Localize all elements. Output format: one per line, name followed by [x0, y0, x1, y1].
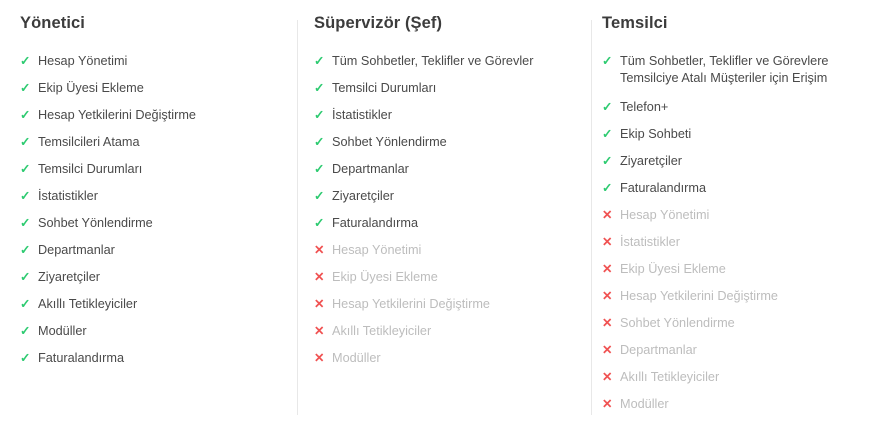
role-column-title: Yönetici: [20, 14, 85, 32]
cross-icon: ✕: [602, 289, 613, 303]
permission-row: [20, 269, 272, 286]
permission-row: [20, 188, 272, 205]
permission-row: [20, 53, 272, 70]
permission-row: [602, 315, 851, 332]
permission-row: [602, 153, 851, 170]
cross-icon: ✕: [602, 370, 613, 384]
check-icon: ✓: [20, 189, 31, 203]
permission-label: Ziyaretçiler: [38, 270, 101, 284]
permission-label: İstatistikler: [38, 189, 98, 203]
permission-label: İstatistikler: [332, 108, 392, 122]
permission-label: Hesap Yönetimi: [620, 208, 710, 222]
permission-row: [602, 53, 851, 87]
check-icon: ✓: [314, 81, 325, 95]
permission-label: Temsilci Durumları: [332, 81, 437, 95]
permission-row: [314, 53, 566, 70]
cross-icon: ✕: [314, 351, 325, 365]
role-column-1: [298, 14, 592, 423]
permission-row: [602, 396, 851, 413]
permission-label: Departmanlar: [332, 162, 409, 176]
permission-label: Ekip Üyesi Ekleme: [620, 262, 726, 276]
check-icon: ✓: [314, 135, 325, 149]
check-icon: ✓: [20, 270, 31, 284]
permission-row: [20, 296, 272, 313]
role-column-title: Temsilci: [602, 14, 668, 32]
permission-row: [314, 350, 566, 367]
cross-icon: ✕: [314, 270, 325, 284]
permission-label: Temsilcileri Atama: [38, 135, 140, 149]
permission-row: [314, 242, 566, 259]
role-column-0: [0, 14, 298, 423]
permission-label: Akıllı Tetikleyiciler: [332, 324, 432, 338]
permission-row: [602, 369, 851, 386]
permission-label: Faturalandırma: [38, 351, 125, 365]
check-icon: ✓: [20, 351, 31, 365]
permission-label: Modüller: [332, 351, 381, 365]
cross-icon: ✕: [314, 324, 325, 338]
permission-label: Akıllı Tetikleyiciler: [620, 370, 720, 384]
check-icon: ✓: [602, 127, 613, 141]
cross-icon: ✕: [314, 243, 325, 257]
permission-label: Hesap Yetkilerini Değiştirme: [332, 297, 490, 311]
permission-row: [602, 342, 851, 359]
permission-row: [20, 161, 272, 178]
permission-label: Modüller: [620, 397, 669, 411]
check-icon: ✓: [20, 135, 31, 149]
permission-row: [602, 126, 851, 143]
permission-label: Hesap Yetkilerini Değiştirme: [620, 289, 778, 303]
cross-icon: ✕: [602, 208, 613, 222]
permission-label: Faturalandırma: [620, 181, 707, 195]
check-icon: ✓: [314, 216, 325, 230]
check-icon: ✓: [20, 297, 31, 311]
cross-icon: ✕: [602, 397, 613, 411]
check-icon: ✓: [20, 324, 31, 338]
permission-label: Sohbet Yönlendirme: [620, 316, 735, 330]
permission-list: [20, 53, 272, 367]
check-icon: ✓: [314, 189, 325, 203]
permission-row: [602, 261, 851, 278]
permission-row: [20, 323, 272, 340]
permission-row: [602, 288, 851, 305]
permission-row: [602, 180, 851, 197]
permission-row: [602, 207, 851, 224]
check-icon: ✓: [20, 81, 31, 95]
cross-icon: ✕: [602, 316, 613, 330]
permission-row: [20, 80, 272, 97]
cross-icon: ✕: [602, 262, 613, 276]
check-icon: ✓: [602, 181, 613, 195]
permission-row: [314, 80, 566, 97]
permission-label: İstatistikler: [620, 235, 680, 249]
permission-row: [20, 215, 272, 232]
permission-label: Faturalandırma: [332, 216, 419, 230]
check-icon: ✓: [20, 162, 31, 176]
permission-label: Ziyaretçiler: [332, 189, 395, 203]
check-icon: ✓: [20, 243, 31, 257]
permission-label: Ekip Sohbeti: [620, 127, 692, 141]
permission-row: [314, 323, 566, 340]
permission-label: Sohbet Yönlendirme: [38, 216, 153, 230]
permission-label: Hesap Yetkilerini Değiştirme: [38, 108, 196, 122]
permission-row: [20, 242, 272, 259]
check-icon: ✓: [314, 54, 325, 68]
check-icon: ✓: [602, 154, 613, 168]
check-icon: ✓: [314, 162, 325, 176]
permission-label: Temsilci Durumları: [38, 162, 143, 176]
permission-label: Ekip Üyesi Ekleme: [332, 270, 438, 284]
permission-row: [314, 188, 566, 205]
cross-icon: ✕: [602, 343, 613, 357]
permission-label: Tüm Sohbetler, Teklifler ve Görevlere Temsilciye Atalı Müşteriler için Erişim: [620, 54, 829, 85]
permission-label: Ekip Üyesi Ekleme: [38, 81, 144, 95]
role-column-title: Süpervizör (Şef): [314, 14, 443, 32]
permission-label: Sohbet Yönlendirme: [332, 135, 447, 149]
role-column-2: [592, 14, 877, 423]
cross-icon: ✕: [314, 297, 325, 311]
permission-row: [314, 215, 566, 232]
cross-icon: ✕: [602, 235, 613, 249]
check-icon: ✓: [602, 100, 613, 114]
permission-label: Akıllı Tetikleyiciler: [38, 297, 138, 311]
permission-row: [314, 107, 566, 124]
check-icon: ✓: [602, 54, 613, 68]
permission-row: [314, 296, 566, 313]
check-icon: ✓: [20, 54, 31, 68]
permission-list: [602, 53, 851, 413]
permission-label: Tüm Sohbetler, Teklifler ve Görevler: [332, 54, 534, 68]
permission-label: Hesap Yönetimi: [332, 243, 422, 257]
permission-row: [20, 107, 272, 124]
permission-label: Modüller: [38, 324, 87, 338]
permission-label: Telefon+: [620, 100, 669, 114]
permission-row: [20, 134, 272, 151]
permission-label: Ziyaretçiler: [620, 154, 683, 168]
permission-row: [602, 234, 851, 251]
permission-row: [314, 161, 566, 178]
permission-list: [314, 53, 566, 367]
check-icon: ✓: [20, 108, 31, 122]
permission-label: Departmanlar: [38, 243, 115, 257]
check-icon: ✓: [20, 216, 31, 230]
permission-label: Hesap Yönetimi: [38, 54, 128, 68]
permission-row: [314, 134, 566, 151]
permission-label: Departmanlar: [620, 343, 697, 357]
permission-row: [20, 350, 272, 367]
permission-row: [314, 269, 566, 286]
check-icon: ✓: [314, 108, 325, 122]
permission-row: [602, 99, 851, 116]
